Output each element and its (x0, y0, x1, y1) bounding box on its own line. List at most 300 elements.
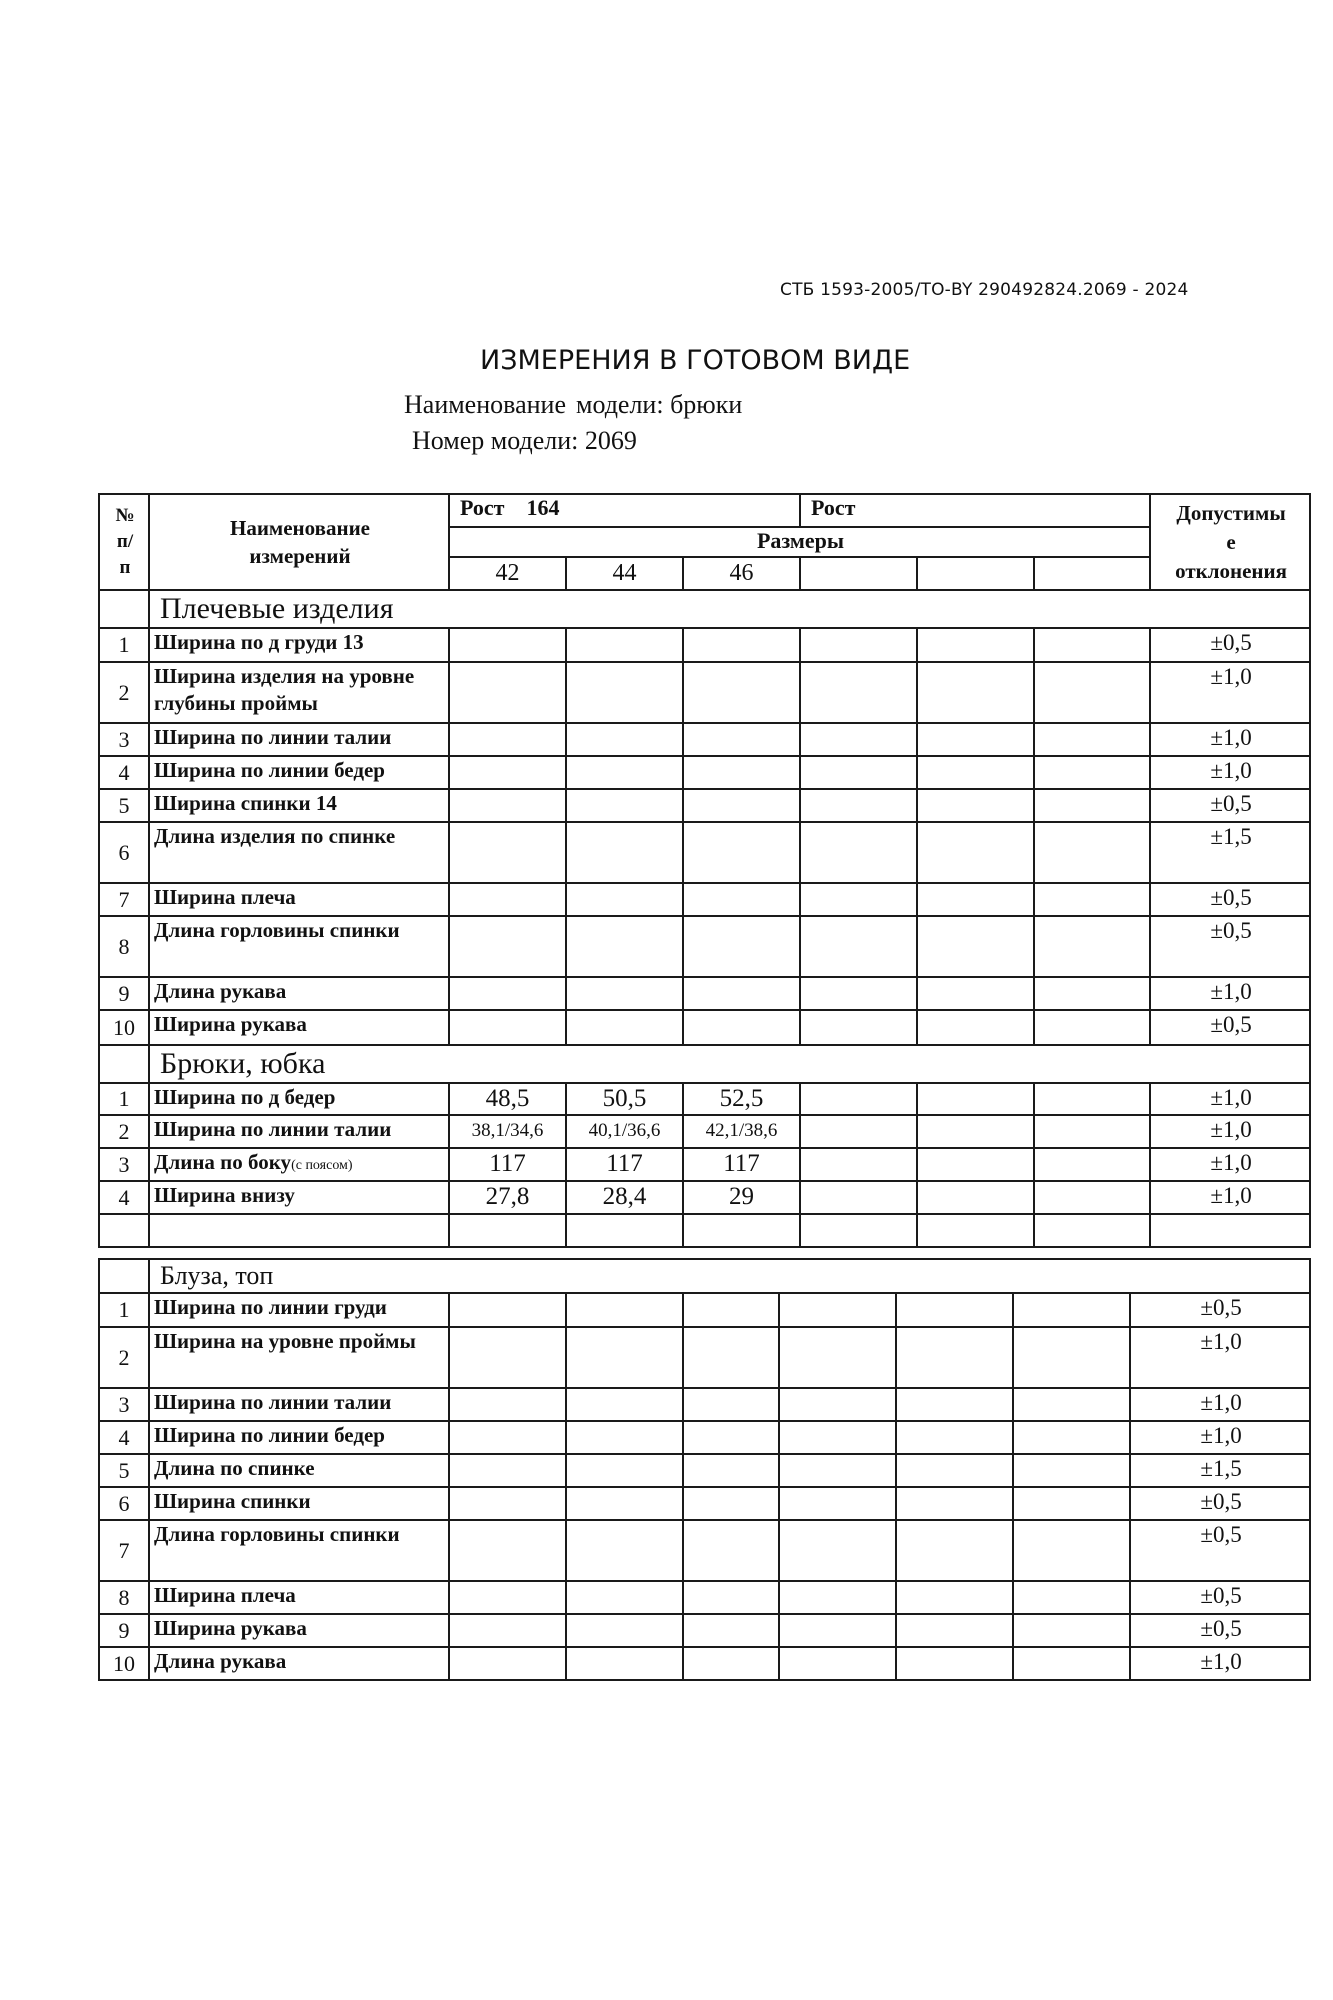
value-size-42: 117 (449, 1148, 566, 1181)
table-row (99, 756, 1310, 789)
tolerance: ±0,5 (1150, 628, 1310, 662)
row-number: 5 (99, 1454, 149, 1487)
measurement-name (149, 723, 449, 756)
row-number: 4 (99, 1181, 149, 1214)
value-empty (896, 1487, 1013, 1520)
table-row (99, 789, 1310, 822)
value-size-46 (683, 1454, 779, 1487)
value-size-42 (449, 1388, 566, 1421)
measurement-name-text: Ширина по линии талии (154, 725, 392, 749)
value-empty (779, 1487, 896, 1520)
tolerance: ±1,0 (1130, 1421, 1310, 1454)
value-size-46 (683, 628, 800, 662)
value-size-44: 28,4 (566, 1181, 683, 1214)
table-row (99, 1388, 1310, 1421)
value-size-42 (449, 1010, 566, 1045)
row-number: 6 (99, 1487, 149, 1520)
value-empty (800, 1083, 917, 1115)
measurement-name-text: Ширина рукава (154, 1616, 307, 1640)
tolerance: ±0,5 (1130, 1487, 1310, 1520)
value-empty (1013, 1454, 1130, 1487)
empty-cell (1150, 1214, 1310, 1247)
value-empty (779, 1293, 896, 1327)
empty-cell (800, 1214, 917, 1247)
value-empty (917, 662, 1034, 723)
value-size-42 (449, 1581, 566, 1614)
tolerance: ±1,0 (1130, 1327, 1310, 1388)
measurement-name-text: Длина рукава (154, 1649, 287, 1673)
value-empty (800, 916, 917, 977)
header-size-46: 46 (683, 557, 800, 590)
value-empty (917, 916, 1034, 977)
row-number: 3 (99, 1388, 149, 1421)
value-empty (896, 1614, 1013, 1647)
value-empty (779, 1614, 896, 1647)
value-empty (1013, 1421, 1130, 1454)
row-number: 3 (99, 723, 149, 756)
value-empty (779, 1388, 896, 1421)
value-size-42 (449, 883, 566, 916)
value-size-44 (566, 1581, 683, 1614)
value-empty (800, 789, 917, 822)
measurement-name-text: Длина изделия по спинке (154, 824, 396, 848)
section-row (99, 1045, 1310, 1083)
table-row (99, 662, 1310, 723)
value-size-44 (566, 1614, 683, 1647)
measurement-name-text: Длина по боку (154, 1150, 292, 1174)
measurement-name (149, 1293, 449, 1327)
value-empty (1034, 789, 1150, 822)
value-size-46 (683, 977, 800, 1010)
header-rost-1-value: 164 (526, 495, 560, 520)
value-size-46: 52,5 (683, 1083, 800, 1115)
value-empty (1013, 1293, 1130, 1327)
table-row (99, 1614, 1310, 1647)
row-number: 1 (99, 628, 149, 662)
empty-cell (449, 1214, 566, 1247)
table-row (99, 723, 1310, 756)
header-size-empty (917, 557, 1034, 590)
value-size-42 (449, 822, 566, 883)
model-number: Номер модели: 2069 (412, 426, 637, 455)
row-number: 9 (99, 977, 149, 1010)
value-size-42: 27,8 (449, 1181, 566, 1214)
value-empty (896, 1454, 1013, 1487)
table-row (99, 1115, 1310, 1148)
measurement-name (149, 756, 449, 789)
measurement-name (149, 1327, 449, 1388)
table-row (99, 1520, 1310, 1581)
table-row (99, 1293, 1310, 1327)
tolerance: ±0,5 (1130, 1614, 1310, 1647)
measurement-name-text: Ширина по линии груди (154, 1295, 387, 1319)
value-empty (779, 1581, 896, 1614)
section-title: Брюки, юбка (149, 1045, 1310, 1083)
measurement-name (149, 1421, 449, 1454)
tolerance: ±1,0 (1150, 723, 1310, 756)
value-size-46 (683, 756, 800, 789)
measurement-name (149, 1388, 449, 1421)
value-size-46 (683, 1487, 779, 1520)
value-size-46 (683, 789, 800, 822)
tolerance: ±1,0 (1130, 1388, 1310, 1421)
value-size-42 (449, 1614, 566, 1647)
value-size-46 (683, 1421, 779, 1454)
section-num-cell (99, 1045, 149, 1083)
value-size-44 (566, 789, 683, 822)
measurement-name (149, 1010, 449, 1045)
row-number: 7 (99, 1520, 149, 1581)
header-measurement-name: Наименование измерений (149, 494, 449, 590)
header-rost-2: Рост (800, 494, 1150, 527)
measurement-name-text: Длина по спинке (154, 1456, 315, 1480)
value-empty (917, 1148, 1034, 1181)
header-tolerance: Допустимы е отклонения (1150, 494, 1310, 590)
value-empty (896, 1388, 1013, 1421)
table-row (99, 883, 1310, 916)
measurements-table-top (98, 493, 1311, 1248)
model-name-label: Наименование (404, 390, 566, 419)
table-row (99, 822, 1310, 883)
value-size-44 (566, 1421, 683, 1454)
standard-code: СТБ 1593-2005/ТО-BY 290492824.2069 - 2024 (780, 280, 1189, 300)
value-size-46 (683, 883, 800, 916)
measurement-name (149, 1520, 449, 1581)
value-empty (917, 789, 1034, 822)
value-size-44 (566, 756, 683, 789)
empty-cell (1034, 1214, 1150, 1247)
value-size-46 (683, 1614, 779, 1647)
table-row (99, 1327, 1310, 1388)
value-empty (779, 1454, 896, 1487)
value-empty (1034, 977, 1150, 1010)
value-size-42 (449, 789, 566, 822)
tolerance: ±0,5 (1130, 1520, 1310, 1581)
value-empty (896, 1421, 1013, 1454)
table-row (99, 1454, 1310, 1487)
empty-row (99, 1214, 1310, 1247)
value-empty (1034, 628, 1150, 662)
value-empty (917, 1181, 1034, 1214)
value-size-46 (683, 1647, 779, 1680)
header-num: № п/ п (99, 494, 149, 590)
value-size-42 (449, 1421, 566, 1454)
value-size-46: 29 (683, 1181, 800, 1214)
section-row (99, 1259, 1310, 1293)
document-title: ИЗМЕРЕНИЯ В ГОТОВОМ ВИДЕ (480, 345, 911, 376)
measurement-name-text: Ширина на уровне проймы (154, 1329, 416, 1353)
value-empty (800, 723, 917, 756)
table-row (99, 1421, 1310, 1454)
measurement-name-text: Длина горловины спинки (154, 1522, 400, 1546)
measurement-name-text: Длина рукава (154, 979, 287, 1003)
value-empty (1034, 662, 1150, 723)
value-size-42 (449, 977, 566, 1010)
value-size-42: 38,1/34,6 (449, 1115, 566, 1148)
value-size-46: 117 (683, 1148, 800, 1181)
value-empty (917, 1115, 1034, 1148)
measurement-name (149, 1083, 449, 1115)
header-size-empty (1034, 557, 1150, 590)
value-size-44: 117 (566, 1148, 683, 1181)
model-name-value: модели: брюки (575, 390, 743, 419)
value-empty (896, 1581, 1013, 1614)
measurement-name (149, 628, 449, 662)
tolerance: ±0,5 (1150, 1010, 1310, 1045)
table-row (99, 1181, 1310, 1214)
measurement-name-text: Ширина спинки 14 (154, 791, 337, 815)
value-size-42 (449, 1327, 566, 1388)
measurement-name-text: Ширина по линии бедер (154, 758, 385, 782)
section-title: Плечевые изделия (149, 590, 1310, 628)
value-empty (917, 1083, 1034, 1115)
value-empty (800, 662, 917, 723)
value-size-46 (683, 1581, 779, 1614)
table-row (99, 1148, 1310, 1181)
measurement-name-text: Ширина внизу (154, 1183, 295, 1207)
tolerance: ±1,0 (1130, 1647, 1310, 1680)
value-size-46 (683, 916, 800, 977)
value-empty (896, 1327, 1013, 1388)
measurement-note: (с поясом) (291, 1158, 353, 1173)
value-empty (800, 1010, 917, 1045)
value-size-44 (566, 1388, 683, 1421)
value-size-44 (566, 628, 683, 662)
value-empty (1034, 1083, 1150, 1115)
header-rost-1 (449, 494, 800, 527)
measurement-name-text: Ширина по линии бедер (154, 1423, 385, 1447)
empty-cell (917, 1214, 1034, 1247)
value-size-44 (566, 883, 683, 916)
row-number: 2 (99, 662, 149, 723)
measurement-name (149, 1581, 449, 1614)
value-empty (800, 1148, 917, 1181)
value-empty (1013, 1388, 1130, 1421)
value-empty (1013, 1487, 1130, 1520)
value-empty (917, 723, 1034, 756)
value-empty (917, 822, 1034, 883)
model-name (404, 390, 742, 420)
value-size-42: 48,5 (449, 1083, 566, 1115)
table-row (99, 1487, 1310, 1520)
header-sizes: Размеры (449, 527, 1150, 557)
section-title: Блуза, топ (149, 1259, 1310, 1293)
section-row (99, 590, 1310, 628)
measurement-name-text: Ширина плеча (154, 885, 296, 909)
value-size-42 (449, 756, 566, 789)
value-size-46 (683, 1388, 779, 1421)
measurement-name-text: Ширина по д бедер (154, 1085, 336, 1109)
value-size-42 (449, 1647, 566, 1680)
value-empty (1034, 723, 1150, 756)
tolerance: ±1,0 (1150, 1115, 1310, 1148)
value-size-46 (683, 723, 800, 756)
value-size-42 (449, 1520, 566, 1581)
value-size-44 (566, 1327, 683, 1388)
value-size-46 (683, 822, 800, 883)
table-row (99, 1083, 1310, 1115)
value-size-46 (683, 1293, 779, 1327)
row-number: 1 (99, 1293, 149, 1327)
value-size-44 (566, 916, 683, 977)
row-number: 5 (99, 789, 149, 822)
value-empty (917, 883, 1034, 916)
value-empty (1013, 1647, 1130, 1680)
value-size-44 (566, 1647, 683, 1680)
value-empty (1013, 1581, 1130, 1614)
row-number: 1 (99, 1083, 149, 1115)
header-size-42: 42 (449, 557, 566, 590)
value-size-44 (566, 977, 683, 1010)
section-num-cell (99, 590, 149, 628)
value-size-44 (566, 1520, 683, 1581)
value-empty (896, 1647, 1013, 1680)
value-size-44: 50,5 (566, 1083, 683, 1115)
value-empty (800, 822, 917, 883)
value-empty (1034, 1010, 1150, 1045)
empty-cell (99, 1214, 149, 1247)
section-num-cell (99, 1259, 149, 1293)
value-size-42 (449, 723, 566, 756)
value-empty (800, 628, 917, 662)
measurement-name (149, 822, 449, 883)
row-number: 4 (99, 1421, 149, 1454)
tolerance: ±0,5 (1150, 916, 1310, 977)
empty-cell (149, 1214, 449, 1247)
value-empty (896, 1520, 1013, 1581)
measurement-name (149, 662, 449, 723)
value-size-46 (683, 1010, 800, 1045)
measurement-name (149, 1181, 449, 1214)
row-number: 6 (99, 822, 149, 883)
value-empty (917, 977, 1034, 1010)
measurements-table-bottom (98, 1258, 1311, 1681)
value-size-46: 42,1/38,6 (683, 1115, 800, 1148)
value-empty (779, 1421, 896, 1454)
measurement-name (149, 1148, 449, 1181)
value-size-42 (449, 916, 566, 977)
measurement-name (149, 977, 449, 1010)
value-empty (800, 883, 917, 916)
tolerance: ±0,5 (1130, 1293, 1310, 1327)
row-number: 8 (99, 916, 149, 977)
table-row (99, 1581, 1310, 1614)
value-empty (917, 756, 1034, 789)
table-row (99, 916, 1310, 977)
row-number: 10 (99, 1647, 149, 1680)
measurement-name (149, 883, 449, 916)
tolerance: ±1,0 (1150, 756, 1310, 789)
tolerance: ±0,5 (1150, 883, 1310, 916)
measurement-name (149, 789, 449, 822)
empty-cell (566, 1214, 683, 1247)
value-size-46 (683, 1520, 779, 1581)
value-size-44 (566, 1487, 683, 1520)
value-size-44: 40,1/36,6 (566, 1115, 683, 1148)
measurement-name-text: Ширина спинки (154, 1489, 311, 1513)
value-empty (1034, 1181, 1150, 1214)
row-number: 9 (99, 1614, 149, 1647)
measurement-name (149, 1454, 449, 1487)
value-empty (800, 756, 917, 789)
row-number: 2 (99, 1115, 149, 1148)
value-size-44 (566, 723, 683, 756)
value-empty (1034, 1148, 1150, 1181)
value-empty (1034, 1115, 1150, 1148)
table-row (99, 1647, 1310, 1680)
value-empty (917, 1010, 1034, 1045)
measurement-name-text: Ширина плеча (154, 1583, 296, 1607)
value-empty (1034, 822, 1150, 883)
value-size-46 (683, 1327, 779, 1388)
measurement-name (149, 1647, 449, 1680)
value-empty (1013, 1614, 1130, 1647)
value-empty (779, 1327, 896, 1388)
header-size-44: 44 (566, 557, 683, 590)
empty-cell (683, 1214, 800, 1247)
tolerance: ±1,0 (1150, 1083, 1310, 1115)
measurement-name-text: Ширина по линии талии (154, 1117, 392, 1141)
tolerance: ±0,5 (1130, 1581, 1310, 1614)
measurement-name-text: Ширина по д груди 13 (154, 630, 364, 654)
measurement-name (149, 916, 449, 977)
value-size-42 (449, 1454, 566, 1487)
row-number: 8 (99, 1581, 149, 1614)
measurement-name-text: Длина горловины спинки (154, 918, 400, 942)
value-empty (800, 977, 917, 1010)
measurement-name (149, 1487, 449, 1520)
header-size-empty (800, 557, 917, 590)
tolerance: ±0,5 (1150, 789, 1310, 822)
tolerance: ±1,5 (1130, 1454, 1310, 1487)
value-empty (1034, 756, 1150, 789)
tolerance: ±1,0 (1150, 662, 1310, 723)
value-empty (1034, 916, 1150, 977)
value-size-44 (566, 1454, 683, 1487)
table-row (99, 977, 1310, 1010)
value-size-42 (449, 662, 566, 723)
tolerance: ±1,0 (1150, 1148, 1310, 1181)
value-empty (800, 1181, 917, 1214)
measurement-name (149, 1115, 449, 1148)
measurement-name-text: Ширина изделия на уровне глубины проймы (154, 664, 415, 715)
value-empty (1013, 1327, 1130, 1388)
tolerance: ±1,0 (1150, 1181, 1310, 1214)
value-size-44 (566, 662, 683, 723)
value-size-42 (449, 1487, 566, 1520)
row-number: 3 (99, 1148, 149, 1181)
tolerance: ±1,5 (1150, 822, 1310, 883)
value-empty (1034, 883, 1150, 916)
value-empty (800, 1115, 917, 1148)
table-row (99, 1010, 1310, 1045)
value-size-46 (683, 662, 800, 723)
row-number: 10 (99, 1010, 149, 1045)
value-empty (779, 1647, 896, 1680)
value-size-42 (449, 1293, 566, 1327)
value-size-44 (566, 1293, 683, 1327)
tolerance: ±1,0 (1150, 977, 1310, 1010)
header-rost-1-label: Рост (460, 495, 505, 520)
value-empty (917, 628, 1034, 662)
value-size-44 (566, 822, 683, 883)
value-size-44 (566, 1010, 683, 1045)
measurement-name-text: Ширина рукава (154, 1012, 307, 1036)
value-empty (1013, 1520, 1130, 1581)
value-size-42 (449, 628, 566, 662)
row-number: 2 (99, 1327, 149, 1388)
row-number: 4 (99, 756, 149, 789)
